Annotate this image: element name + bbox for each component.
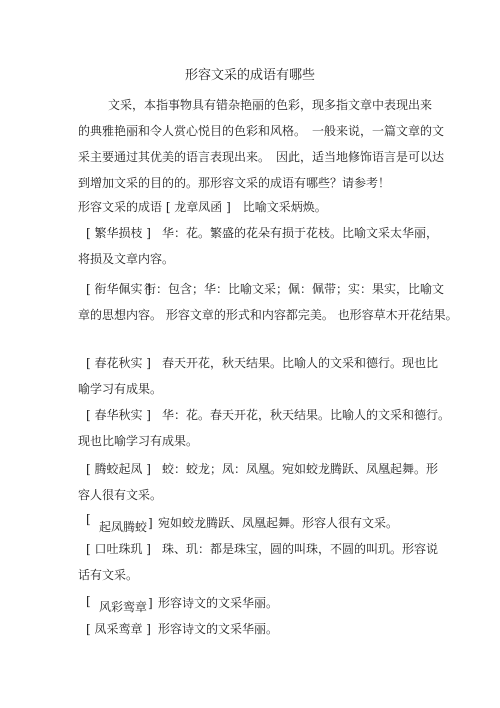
idiom-definition: 衔：包含；华：比喻文采；佩：佩带；实：果实，比喻文: [144, 282, 445, 296]
idiom-definition: 珠、玑：都是珠宝，圆的叫珠，不圆的叫玑。形容说: [162, 542, 439, 556]
idiom-term: [ 口吐珠玑 ]: [86, 542, 151, 556]
idiom-term: [ 春华秋实 ]: [86, 408, 151, 422]
idiom-term: 风彩鸾章: [99, 600, 148, 614]
idiom-definition-cont: 现也比喻学习有成果。: [78, 434, 199, 448]
intro-line-4: 到增加文采的目的的。那形容文采的成语有哪些？请参考！: [78, 176, 391, 190]
intro-line-5: 形容文采的成语 [ 龙章凤函 ] 比喻文采炳焕。: [78, 200, 327, 214]
idiom-definition: 形容诗文的文采华丽。: [158, 596, 279, 610]
idiom-definition-cont: 容人很有文采。: [78, 488, 163, 502]
idiom-term: [ 腾蛟起凤 ]: [86, 462, 151, 476]
bracket-open: [: [86, 594, 91, 608]
idiom-term: [ 春花秋实 ]: [86, 356, 151, 370]
idiom-definition-cont: 章的思想内容。 形容文章的形式和内容都完美。 也形容草木开花结果。: [78, 308, 458, 322]
idiom-definition: 春天开花，秋天结果。比喻人的文采和德行。现也比: [162, 356, 439, 370]
idiom-definition-cont: 喻学习有成果。: [78, 382, 163, 396]
bracket-open: [: [86, 512, 91, 526]
idiom-term: [ 衔华佩实 ]: [86, 282, 151, 296]
bracket-close: ]: [148, 596, 153, 610]
idiom-term: [ 繁华损枝 ]: [86, 226, 151, 240]
idiom-term: 起凤腾蛟: [99, 520, 148, 534]
idiom-definition: 华：花。春天开花，秋天结果。比喻人的文采和德行。: [162, 408, 451, 422]
intro-line-1: 文采，本指事物具有错杂艳丽的色彩，现多指文章中表现出来: [108, 98, 433, 112]
idiom-definition: 宛如蛟龙腾跃、凤凰起舞。形容人很有文采。: [158, 516, 399, 530]
idiom-definition-cont: 将损及文章内容。: [78, 252, 175, 266]
intro-line-3: 采主要通过其优美的语言表现出来。 因此，适当地修饰语言是可以达: [78, 150, 445, 164]
page-title: 形容文采的成语有哪些: [184, 68, 315, 83]
idiom-definition: 蛟：蛟龙；凤：凤凰。宛如蛟龙腾跃、凤凰起舞。形: [162, 462, 439, 476]
idiom-definition: 形容诗文的文采华丽。: [158, 622, 279, 636]
bracket-close: ]: [148, 516, 153, 530]
idiom-term: [ 凤采鸾章 ]: [86, 622, 151, 636]
idiom-definition: 华：花。繁盛的花朵有损于花枝。比喻文采太华丽，: [162, 226, 439, 240]
intro-line-2: 的典雅艳丽和令人赏心悦目的色彩和风格。 一般来说，一篇文章的文: [78, 124, 445, 138]
idiom-definition-cont: 话有文采。: [78, 568, 139, 582]
